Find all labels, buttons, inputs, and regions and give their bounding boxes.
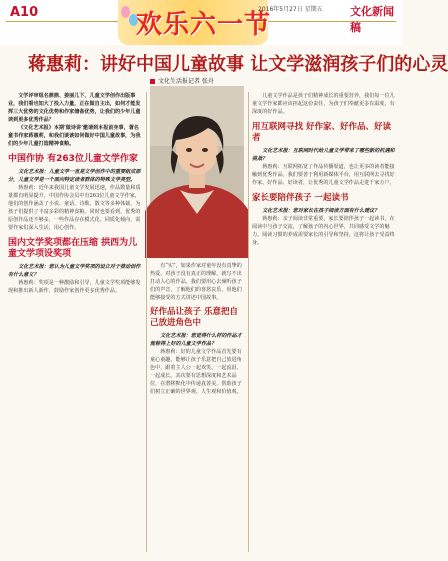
body-paragraph: 有“实”，如果作家对童年没有真挚的热爱、对孩子没有真正的理解，就写不出打动人心的作品。我们要用心去倾听孩子们的声音，了解他们的喜怒哀乐，用他们能够接受的方式讲述中国故事。: [150, 263, 242, 301]
section-masthead: 文化新闻稿: [350, 5, 394, 34]
answer-paragraph: 蒋惠莉：奖项是一种激励和引导，儿童文学奖项能够发现和推出新人新作，鼓励作家创作更多优秀作品。: [8, 280, 141, 294]
portrait-illustration: [150, 86, 244, 258]
answer-paragraph: 蒋惠莉：好的儿童文学作品首先要有童心童趣，能够让孩子乐意把自己放进角色中，跟着主人公一起欢笑、一起流泪、一起成长。其次要有思想深度和艺术品位，在潜移默化中传递真善美，帮助孩子们树立正确的世界观、人生观和价值观。: [150, 349, 242, 395]
column-divider: [248, 92, 249, 552]
middle-column: [150, 262, 244, 554]
answer-paragraph: 蒋惠莉：亲子阅读非常重要。家长要陪伴孩子一起读书，在阅读中与孩子交流，了解孩子的内心世界，共同感受文学的魅力。阅读习惯的养成需要家长的引导和坚持，这将让孩子受益终身。: [252, 216, 395, 246]
section-heading: 中国作协 有263位儿童文学作家: [8, 154, 138, 164]
right-column: [252, 92, 396, 554]
answer-paragraph: 蒋惠莉：近年来我国儿童文学发展迅速，作品数量和质量都有明显提升。中国作协会员中有263位儿童文学作家，他们的创作涵盖了小说、童话、诗歌、散文等多种体裁，为孩子们提供了丰富多彩的精神食粮。同时也要看到，优秀的原创作品还不够多，一些作品存在模式化、同质化倾向，需要作家们深入生活，用心创作。: [8, 185, 141, 231]
column-divider: [146, 92, 147, 552]
banner-title: 欢乐六一节: [136, 10, 272, 40]
section-heading: 国内文学奖项都在压缩 拱西为儿童文学项设奖项: [8, 238, 138, 259]
bullet-square-icon: [150, 79, 155, 84]
page-number: A10: [10, 5, 39, 20]
section-heading: 家长要陪伴孩子 一起读书: [252, 193, 349, 203]
section-heading: 好作品让孩子 乐意把自己放进角色中: [150, 307, 238, 328]
section-heading: 用互联网寻找 好作家、好作品、好读者: [252, 122, 391, 143]
question-lead: 文化艺术报：您对家长在孩子阅读方面有什么建议？: [262, 208, 380, 214]
article-headline: 蒋惠莉：讲好中国儿童故事 让文学滋润孩子们的心灵: [28, 54, 448, 75]
question-lead: 文化艺术报：儿童文学一直是文学创作中的重要组成部分，儿童文学是一个面向特定读者群体的特殊文学类型。: [8, 169, 141, 183]
left-column: [8, 92, 142, 554]
byline-text: 文化生活报记者 张舟: [158, 78, 214, 85]
question-lead: 文化艺术报：您认为儿童文学奖项的设立对于推动创作有什么意义？: [8, 264, 141, 278]
portrait-photo: [150, 86, 244, 258]
answer-paragraph: 蒋惠莉：互联网拓宽了作品传播渠道，也让更多的读者能接触到优秀作品。我们要善于利用新媒体平台，用互联网去寻找好作家、好作品、好读者，让优秀的儿童文学作品走进千家万户。: [252, 164, 395, 186]
page-header: [0, 0, 402, 45]
intro-paragraph-2: 《文化艺术报》本期‘做诗讲’邀请到本报前身事，著名童书作家蒋惠莉，和我们谈谈如何做好中国儿童故事，为我们的少年儿童打造精神食粮。: [8, 125, 141, 147]
body-paragraph: 儿童文学作品是孩子们精神成长的重要营养，我们每一位儿童文学作家都应该担起这份责任，为孩子们奉献更多有温度、有深度的好作品。: [252, 93, 395, 115]
question-lead: 文化艺术报：互联网时代给儿童文学带来了哪些新的机遇和挑战？: [252, 148, 395, 162]
article-byline: [150, 76, 214, 85]
intro-paragraph: 文学评审组名鼎鼎、姜丽儿下、儿童文学创作出版事业，我们看也知大了投入力量，正在做自主出，如何才能发挥三大优势的文化优势和作家储备优势，让我们的少年儿童读到更多优秀作品？: [8, 93, 141, 123]
issue-date: 2016年5月27日 星期五: [258, 6, 323, 13]
question-lead: 文化艺术报：您觉得什么样的作品才能称得上好的儿童文学作品？: [150, 333, 242, 347]
